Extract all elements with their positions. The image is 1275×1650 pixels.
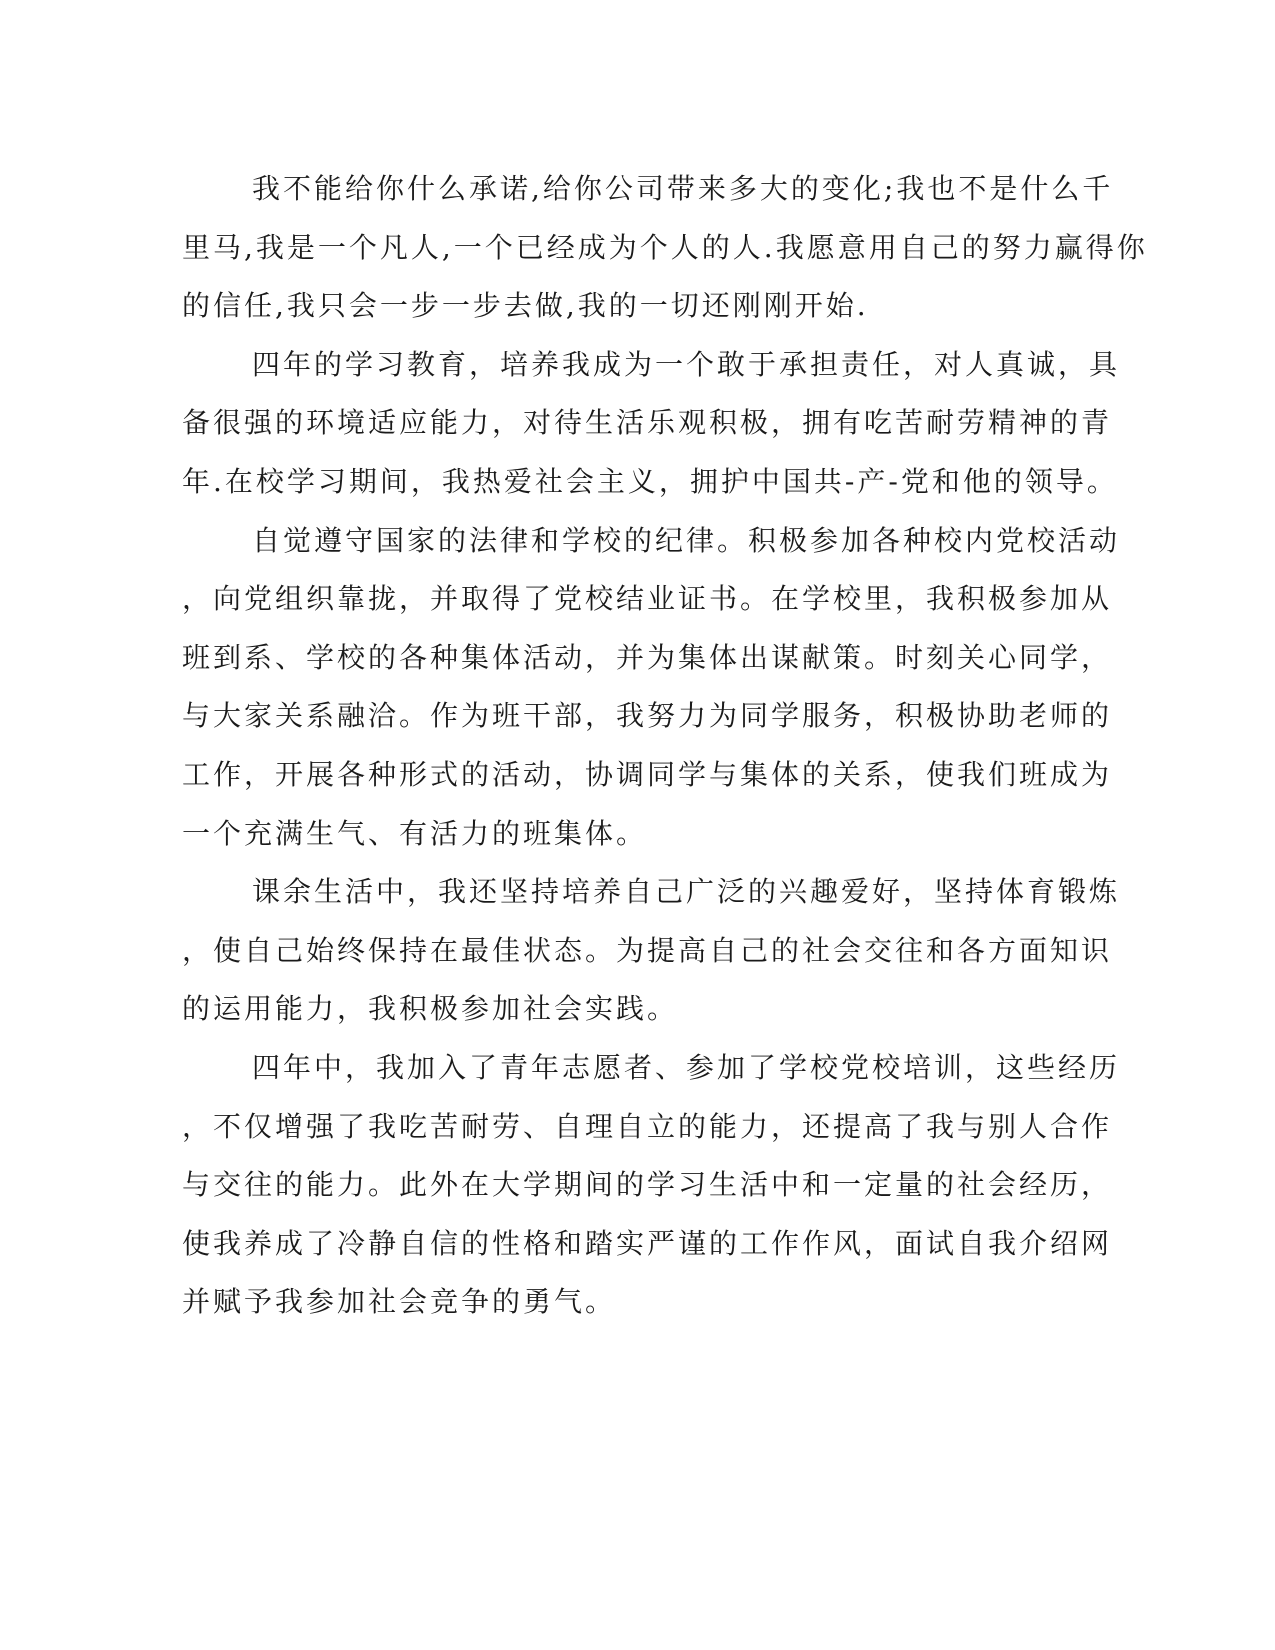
paragraph-line: 工作，开展各种形式的活动，协调同学与集体的关系，使我们班成为 bbox=[182, 757, 1113, 791]
paragraph-line: 备很强的环境适应能力，对待生活乐观积极，拥有吃苦耐劳精神的青 bbox=[182, 406, 1113, 440]
paragraph-line: 班到系、学校的各种集体活动，并为集体出谋献策。时刻关心同学， bbox=[182, 640, 1113, 674]
paragraph-line: 的信任,我只会一步一步去做,我的一切还刚刚开始. bbox=[182, 289, 869, 323]
paragraph-2 bbox=[182, 336, 1121, 512]
paragraph-line: 一个充满生气、有活力的班集体。 bbox=[182, 816, 648, 850]
paragraph-1 bbox=[182, 160, 1148, 336]
paragraph-line: ，使自己始终保持在最佳状态。为提高自己的社会交往和各方面知识 bbox=[182, 933, 1113, 967]
paragraph-line: 年.在校学习期间，我热爱社会主义，拥护中国共-产-党和他的领导。 bbox=[182, 464, 1118, 498]
paragraph-line: 的运用能力，我积极参加社会实践。 bbox=[182, 992, 679, 1026]
paragraph-line: 使我养成了冷静自信的性格和踏实严谨的工作作风，面试自我介绍网 bbox=[182, 1226, 1113, 1260]
paragraph-5 bbox=[182, 1039, 1121, 1332]
paragraph-3 bbox=[182, 512, 1121, 864]
document-body bbox=[182, 160, 1148, 1332]
paragraph-line: 与大家关系融洽。作为班干部，我努力为同学服务，积极协助老师的 bbox=[182, 699, 1113, 733]
paragraph-line: 四年中，我加入了青年志愿者、参加了学校党校培训，这些经历 bbox=[252, 1050, 1121, 1084]
paragraph-line: 我不能给你什么承诺,给你公司带来多大的变化;我也不是什么千 bbox=[252, 172, 1114, 205]
paragraph-4 bbox=[182, 863, 1121, 1039]
paragraph-line: ，向党组织靠拢，并取得了党校结业证书。在学校里，我积极参加从 bbox=[182, 582, 1113, 616]
paragraph-line: 里马,我是一个凡人,一个已经成为个人的人.我愿意用自己的努力赢得你 bbox=[182, 230, 1148, 264]
paragraph-line: 课余生活中，我还坚持培养自己广泛的兴趣爱好，坚持体育锻炼 bbox=[252, 875, 1121, 909]
paragraph-line: 自觉遵守国家的法律和学校的纪律。积极参加各种校内党校活动 bbox=[252, 523, 1121, 557]
paragraph-line: 四年的学习教育，培养我成为一个敢于承担责任，对人真诚，具 bbox=[252, 347, 1121, 381]
paragraph-line: ，不仅增强了我吃苦耐劳、自理自立的能力，还提高了我与别人合作 bbox=[182, 1109, 1113, 1143]
paragraph-line: 并赋予我参加社会竞争的勇气。 bbox=[182, 1285, 617, 1319]
paragraph-line: 与交往的能力。此外在大学期间的学习生活中和一定量的社会经历， bbox=[182, 1168, 1113, 1202]
